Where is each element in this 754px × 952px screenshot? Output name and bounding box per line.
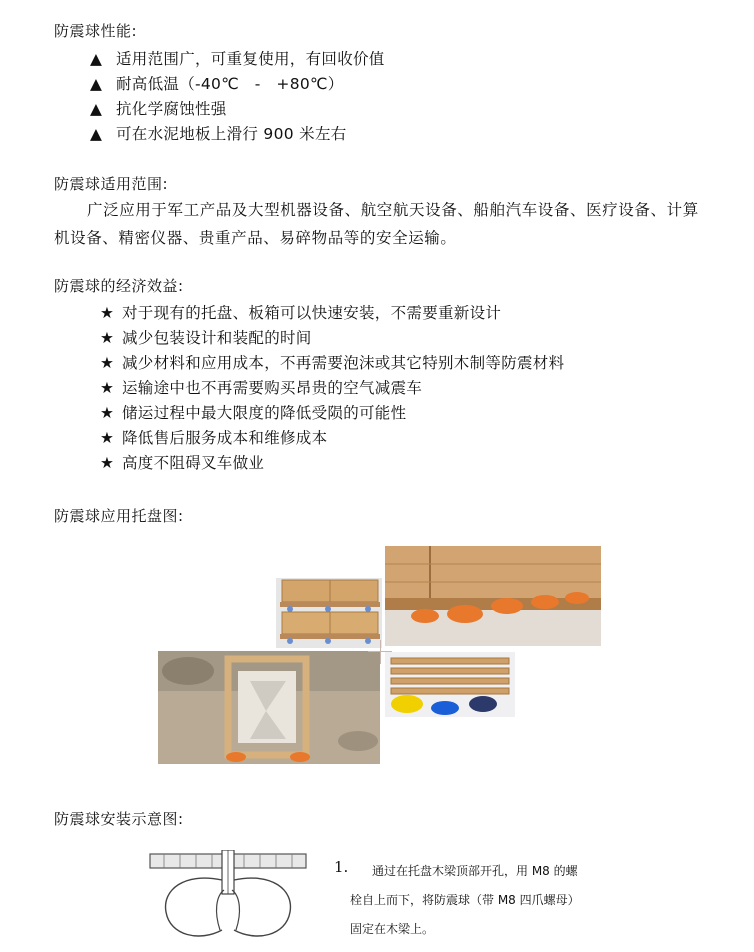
benefit-item: ★ 对于现有的托盘、板箱可以快速安装，不需要重新设计 <box>100 304 502 322</box>
performance-title: 防震球性能: <box>54 22 138 40</box>
star-bullet-icon: ★ <box>100 329 115 347</box>
photo-crate-on-balls <box>385 546 601 646</box>
photo-stacked-boxes <box>276 578 382 648</box>
triangle-bullet-icon: ▲ <box>90 75 103 93</box>
install-step-line: 通过在托盘木梁顶部开孔，用 M8 的螺 <box>372 864 578 878</box>
photo-crate-outdoor <box>158 651 380 764</box>
pallet-title: 防震球应用托盘图: <box>54 507 184 525</box>
scope-paragraph: 广泛应用于军工产品及大型机器设备、航空航天设备、船舶汽车设备、医疗设备、计算机设备、精密仪器、贵重产品、易碎物品等的安全运输。 <box>54 201 699 247</box>
benefit-item: ★ 高度不阻碍叉车做业 <box>100 454 265 472</box>
benefit-item: ★ 储运过程中最大限度的降低受陨的可能性 <box>100 404 407 422</box>
star-bullet-icon: ★ <box>100 429 115 447</box>
star-bullet-icon: ★ <box>100 454 115 472</box>
benefit-item: ★ 减少包装设计和装配的时间 <box>100 329 312 347</box>
install-step-text <box>350 857 610 944</box>
triangle-bullet-icon: ▲ <box>90 100 103 118</box>
performance-item: ▲ 适用范围广，可重复使用，有回收价值 <box>90 50 385 68</box>
triangle-bullet-icon: ▲ <box>90 50 103 68</box>
benefit-item: ★ 降低售后服务成本和维修成本 <box>100 429 328 447</box>
star-bullet-icon: ★ <box>100 379 115 397</box>
crosshair-mark <box>380 640 381 664</box>
install-step-line: 栓自上而下，将防震球（带 M8 四爪螺母） <box>350 893 580 907</box>
install-step-number: 1. <box>334 858 349 876</box>
scope-title: 防震球适用范围: <box>54 175 169 193</box>
install-step-line: 固定在木梁上。 <box>350 922 435 936</box>
star-bullet-icon: ★ <box>100 354 115 372</box>
star-bullet-icon: ★ <box>100 404 115 422</box>
star-bullet-icon: ★ <box>100 304 115 322</box>
install-diagram <box>144 850 312 948</box>
benefit-item: ★ 运输途中也不再需要购买昂贵的空气减震车 <box>100 379 423 397</box>
benefits-title: 防震球的经济效益: <box>54 277 184 295</box>
performance-item: ▲ 抗化学腐蚀性强 <box>90 100 227 118</box>
performance-item: ▲ 耐高低温（-40℃ - +80℃） <box>90 75 344 93</box>
performance-item: ▲ 可在水泥地板上滑行 900 米左右 <box>90 125 347 143</box>
benefit-item: ★ 减少材料和应用成本，不再需要泡沫或其它特别木制等防震材料 <box>100 354 565 372</box>
triangle-bullet-icon: ▲ <box>90 125 103 143</box>
install-title: 防震球安装示意图: <box>54 810 184 828</box>
photo-pallet-balls <box>385 652 515 717</box>
